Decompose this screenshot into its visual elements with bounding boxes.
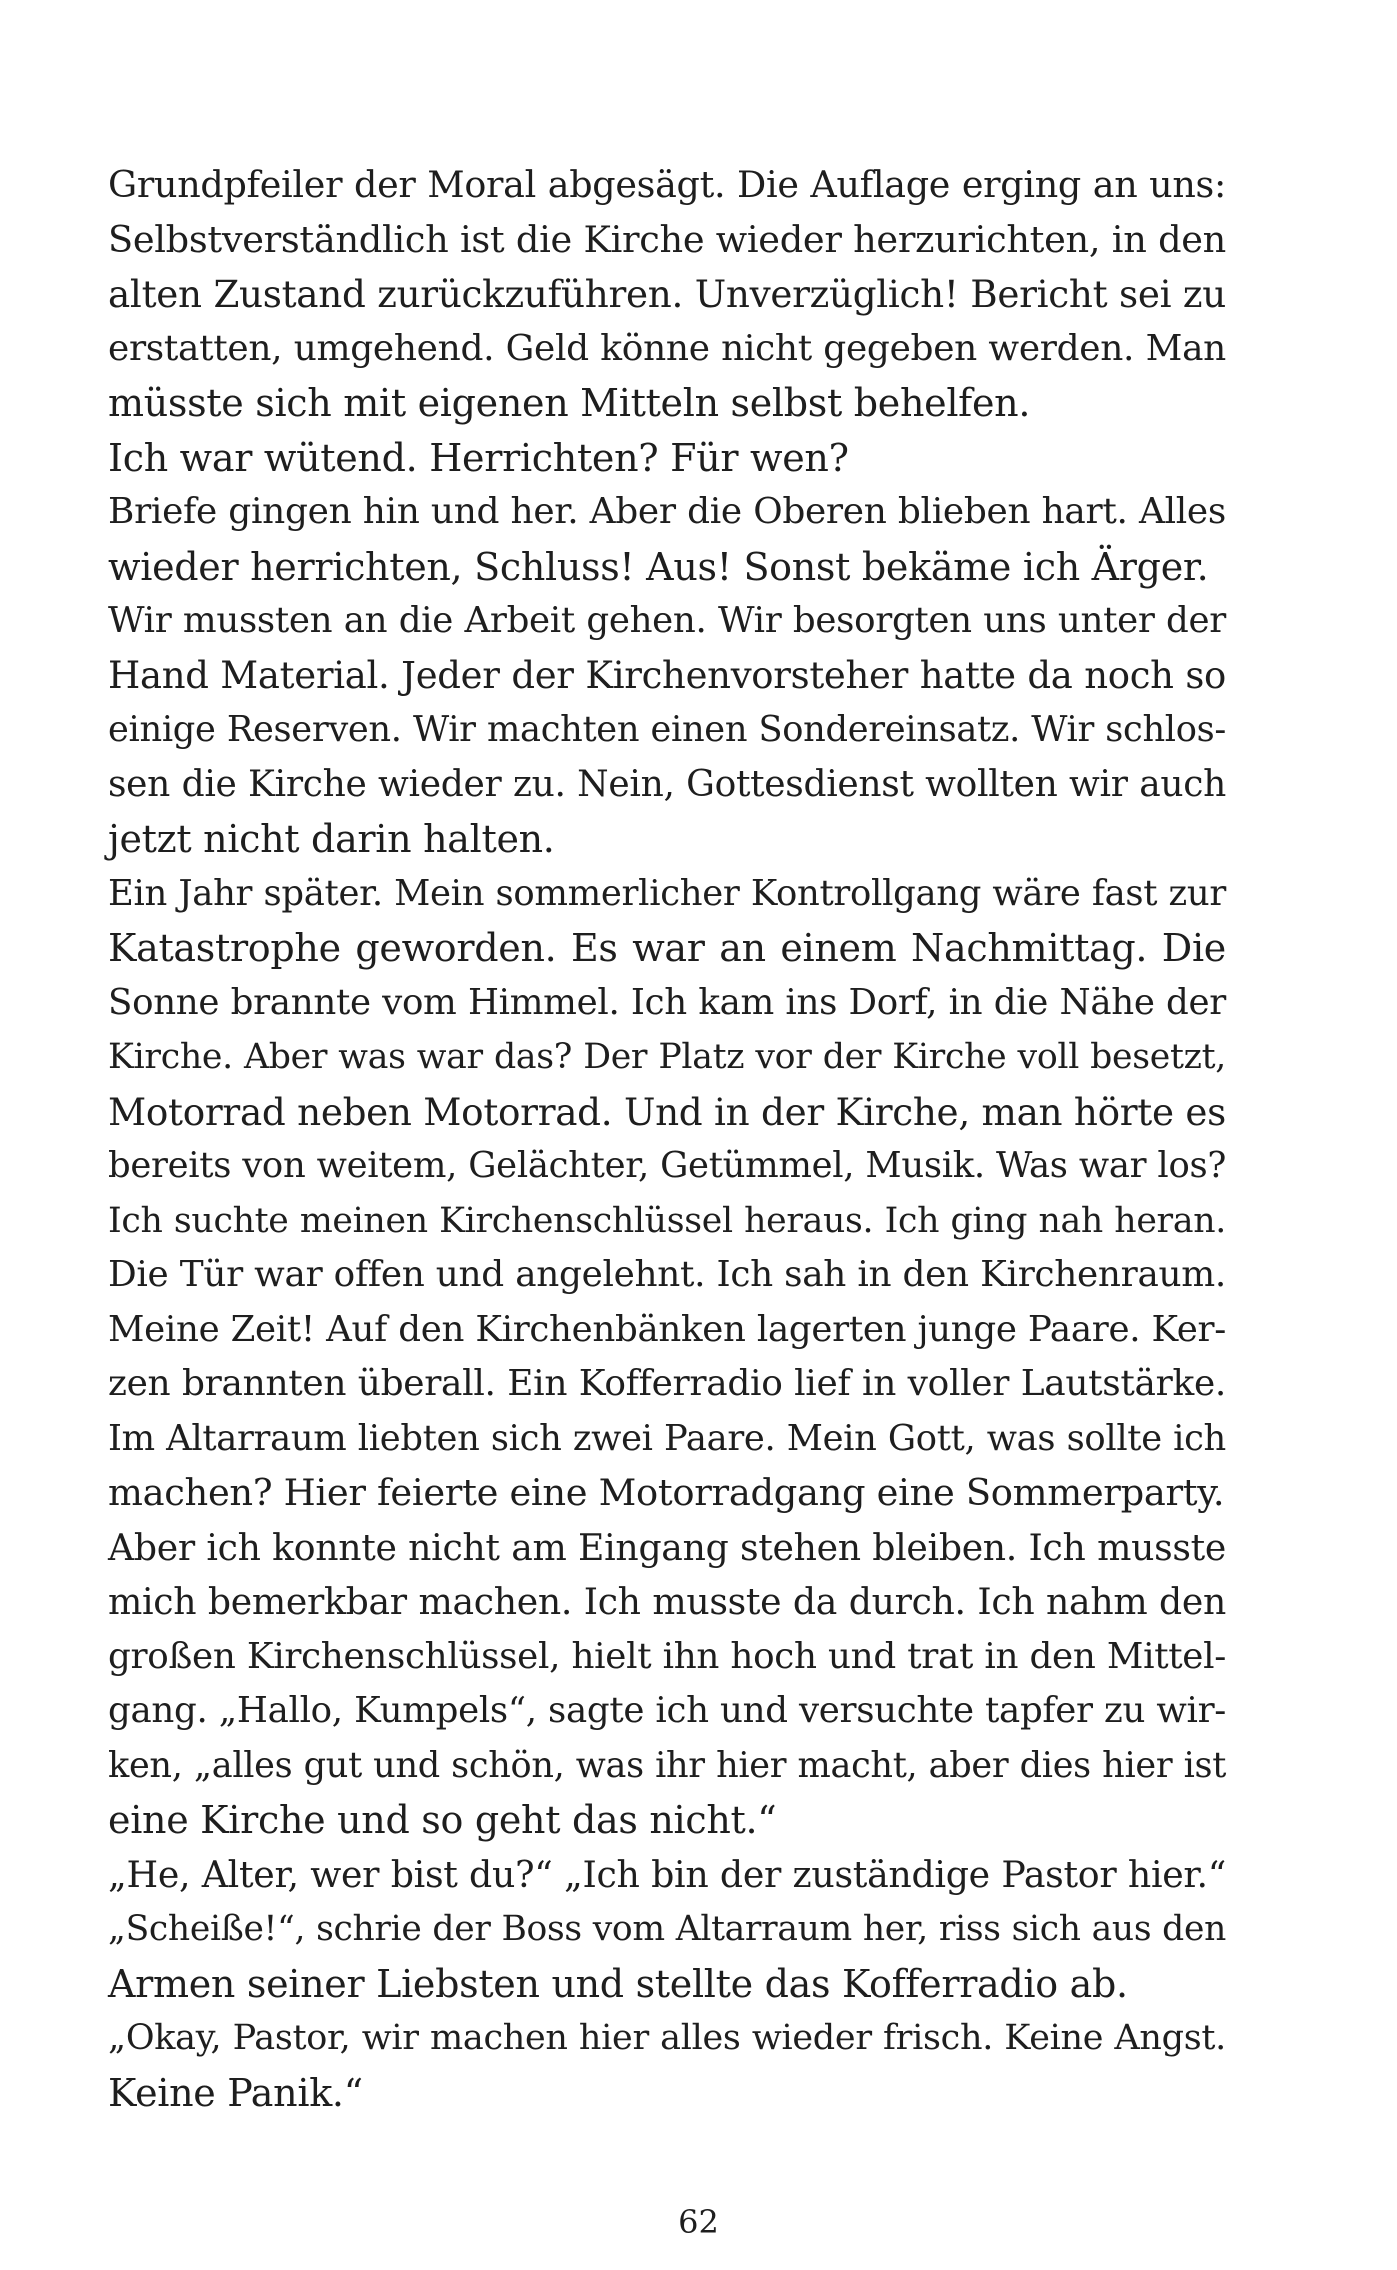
text-line: Armen seiner Liebsten und stellte das Kofferradio ab. xyxy=(108,1961,1128,2006)
text-line: großen Kirchenschlüssel, hielt ihn hoch und trat in den Mittel- xyxy=(108,1635,1226,1677)
text-line: Ein Jahr später. Mein sommerlicher Kontrollgang wäre fast zur xyxy=(108,872,1226,914)
text-line: eine Kirche und so geht das nicht.“ xyxy=(108,1798,777,1842)
text-line: Hand Material. Jeder der Kirchenvorsteher hatte da noch so xyxy=(108,653,1226,697)
text-line: Keine Panik.“ xyxy=(108,2070,363,2115)
text-line: Ich war wütend. Herrichten? Für wen? xyxy=(108,435,849,480)
text-line: einige Reserven. Wir machten einen Sondereinsatz. Wir schlos- xyxy=(108,709,1226,750)
text-line: sen die Kirche wieder zu. Nein, Gottesdienst wollten wir auch xyxy=(108,763,1226,805)
text-line: gang. „Hallo, Kumpels“, sagte ich und versuchte tapfer zu wir- xyxy=(108,1690,1226,1731)
text-line: „Okay, Pastor, wir machen hier alles wieder frisch. Keine Angst. xyxy=(108,2018,1226,2058)
text-line: erstatten, umgehend. Geld könne nicht gegeben werden. Man xyxy=(108,327,1226,369)
text-line: zen brannten überall. Ein Kofferradio lief in voller Lautstärke. xyxy=(108,1363,1226,1404)
text-line: Selbstverständlich ist die Kirche wieder herzurichten, in den xyxy=(108,217,1226,261)
text-line: müsste sich mit eigenen Mitteln selbst behelfen. xyxy=(108,381,1031,425)
text-line: Im Altarraum liebten sich zwei Paare. Mein Gott, was sollte ich xyxy=(108,1417,1226,1459)
text-line: Meine Zeit! Auf den Kirchenbänken lagerten junge Paare. Ker- xyxy=(108,1308,1226,1350)
text-line: jetzt nicht darin halten. xyxy=(108,817,555,861)
text-line: Sonne brannte vom Himmel. Ich kam ins Dorf, in die Nähe der xyxy=(108,981,1226,1023)
text-line: ken, „alles gut und schön, was ihr hier macht, aber dies hier ist xyxy=(108,1744,1226,1786)
body-text xyxy=(108,158,1226,2120)
text-line: „Scheiße!“, schrie der Boss vom Altarraum her, riss sich aus den xyxy=(108,1909,1226,1949)
text-line: Aber ich konnte nicht am Eingang stehen bleiben. Ich musste xyxy=(108,1525,1226,1569)
text-line: Ich suchte meinen Kirchenschlüssel heraus. Ich ging nah heran. xyxy=(108,1200,1226,1241)
text-line: Motorrad neben Motorrad. Und in der Kirche, man hörte es xyxy=(108,1089,1226,1134)
page-number: 62 xyxy=(678,2203,719,2241)
text-line: machen? Hier feierte eine Motorradgang eine Sommerparty. xyxy=(108,1471,1225,1514)
text-line: „He, Alter, wer bist du?“ „Ich bin der zuständige Pastor hier.“ xyxy=(108,1852,1226,1896)
text-line: wieder herrichten, Schluss! Aus! Sonst bekäme ich Ärger. xyxy=(108,544,1209,589)
text-line: Kirche. Aber was war das? Der Platz vor der Kirche voll besetzt, xyxy=(108,1037,1226,1077)
text-line: Die Tür war offen und angelehnt. Ich sah in den Kirchenraum. xyxy=(108,1254,1226,1295)
text-line: mich bemerkbar machen. Ich musste da durch. Ich nahm den xyxy=(108,1580,1226,1623)
text-line: alten Zustand zurückzuführen. Unverzüglich! Bericht sei zu xyxy=(108,272,1226,316)
text-line: Wir mussten an die Arbeit gehen. Wir besorgten uns unter der xyxy=(108,600,1226,641)
text-line: bereits von weitem, Gelächter, Getümmel, Musik. Was war los? xyxy=(108,1145,1226,1186)
text-line: Grundpfeiler der Moral abgesägt. Die Auflage erging an uns: xyxy=(108,163,1226,206)
text-line: Katastrophe geworden. Es war an einem Nachmittag. Die xyxy=(108,926,1226,970)
text-line: Briefe gingen hin und her. Aber die Oberen blieben hart. Alles xyxy=(108,491,1226,532)
